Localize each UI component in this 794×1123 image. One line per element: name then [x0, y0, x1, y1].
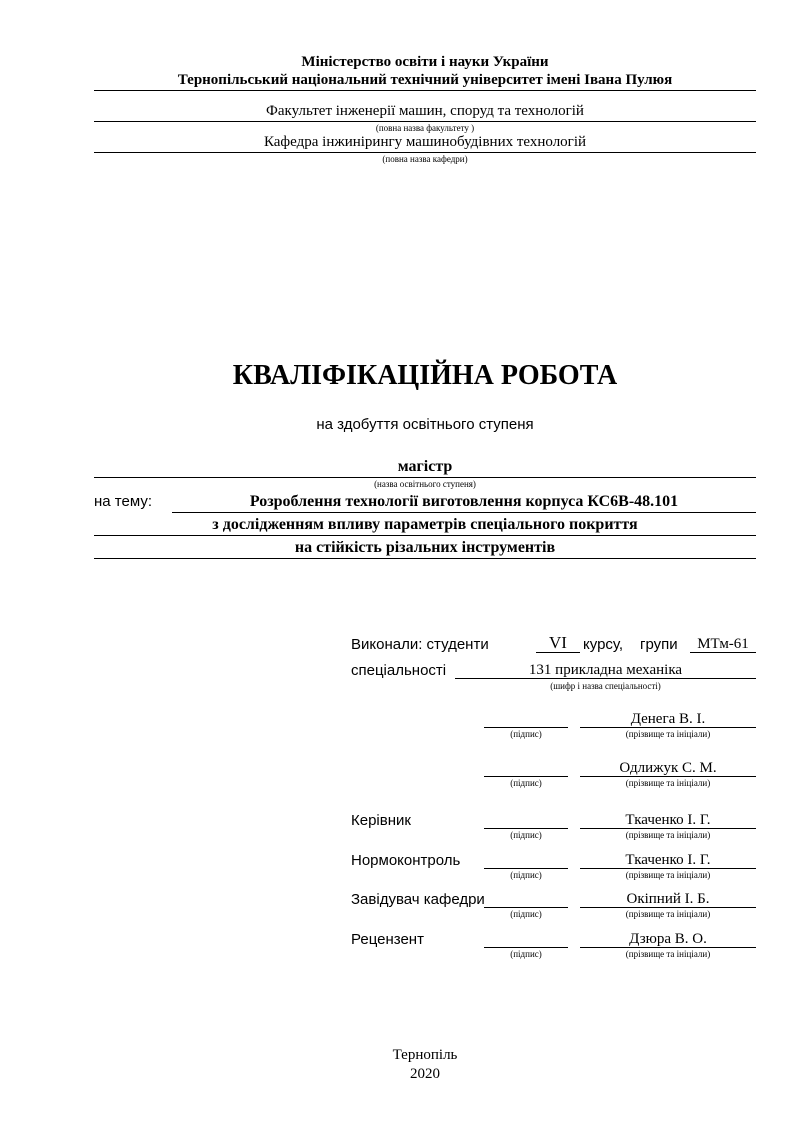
- course-underline: [536, 652, 580, 653]
- specialty-label: спеціальності: [351, 662, 447, 679]
- name-line: [580, 907, 756, 908]
- signature-role: Завідувач кафедри: [351, 891, 485, 908]
- name-line: [580, 828, 756, 829]
- department-name: Кафедра інжинірингу машинобудівних технологій: [263, 134, 587, 150]
- signer-name: Дзюра В. О.: [629, 931, 707, 947]
- degree-underline: [94, 477, 756, 478]
- signature-role: Нормоконтроль: [351, 852, 461, 869]
- group-value: МТм-61: [697, 636, 749, 652]
- header-divider: [94, 90, 756, 91]
- signature-caption: (підпис): [510, 949, 542, 959]
- department-caption: (повна назва кафедри): [382, 154, 468, 164]
- topic-line-1: Розроблення технології виготовлення корпуса КС6В-48.101: [249, 493, 679, 510]
- signature-line: [484, 907, 568, 908]
- footer-year: 2020: [410, 1066, 440, 1082]
- signature-caption: (підпис): [510, 830, 542, 840]
- faculty-name: Факультет інженерії машин, споруд та технологій: [266, 103, 584, 119]
- degree-caption: (назва освітнього ступеня): [374, 479, 476, 489]
- signature-line: [484, 947, 568, 948]
- performed-label: Виконали: студенти: [351, 636, 489, 653]
- name-line: [580, 727, 756, 728]
- signature-role: Рецензент: [351, 931, 424, 948]
- degree-name: магістр: [397, 458, 453, 475]
- faculty-underline: [94, 121, 756, 122]
- name-caption: (прізвище та ініціали): [625, 778, 711, 788]
- name-caption: (прізвище та ініціали): [625, 949, 711, 959]
- name-caption: (прізвище та ініціали): [625, 870, 711, 880]
- name-caption: (прізвище та ініціали): [625, 729, 711, 739]
- topic-label: на тему:: [94, 493, 152, 510]
- topic-underline-3: [94, 558, 756, 559]
- topic-underline-2: [94, 535, 756, 536]
- group-underline: [690, 652, 756, 653]
- course-value: VI: [549, 633, 567, 652]
- document-subtitle: на здобуття освітнього ступеня: [316, 416, 534, 433]
- signature-caption: (підпис): [510, 729, 542, 739]
- name-line: [580, 947, 756, 948]
- signature-caption: (підпис): [510, 870, 542, 880]
- signature-line: [484, 868, 568, 869]
- signature-caption: (підпис): [510, 778, 542, 788]
- group-label: групи: [640, 636, 678, 653]
- specialty-caption: (шифр і назва спеціальності): [550, 681, 661, 691]
- faculty-caption: (повна назва факультету ): [375, 123, 475, 133]
- signer-name: Одлижук С. М.: [619, 760, 717, 776]
- document-title: КВАЛІФІКАЦІЙНА РОБОТА: [232, 360, 618, 391]
- department-underline: [94, 152, 756, 153]
- specialty-underline: [455, 678, 756, 679]
- footer-city: Тернопіль: [392, 1047, 458, 1063]
- signer-name: Окіпний І. Б.: [626, 891, 710, 907]
- signer-name: Денега В. І.: [630, 711, 706, 727]
- topic-underline-1: [172, 512, 756, 513]
- name-line: [580, 868, 756, 869]
- topic-line-2: з дослідженням впливу параметрів спеціального покриття: [212, 516, 638, 533]
- name-caption: (прізвище та ініціали): [625, 830, 711, 840]
- signature-line: [484, 727, 568, 728]
- signature-line: [484, 828, 568, 829]
- ministry-name: Міністерство освіти і науки України: [301, 54, 549, 70]
- signature-caption: (підпис): [510, 909, 542, 919]
- topic-line-3: на стійкість різальних інструментів: [294, 539, 556, 556]
- course-label: курсу,: [583, 636, 624, 653]
- university-name: Тернопільський національний технічний університет імені Івана Пулюя: [177, 72, 673, 88]
- specialty-value: 131 прикладна механіка: [528, 662, 683, 678]
- signer-name: Ткаченко І. Г.: [625, 852, 711, 868]
- signature-line: [484, 776, 568, 777]
- name-line: [580, 776, 756, 777]
- name-caption: (прізвище та ініціали): [625, 909, 711, 919]
- signature-role: Керівник: [351, 812, 411, 829]
- signer-name: Ткаченко І. Г.: [625, 812, 711, 828]
